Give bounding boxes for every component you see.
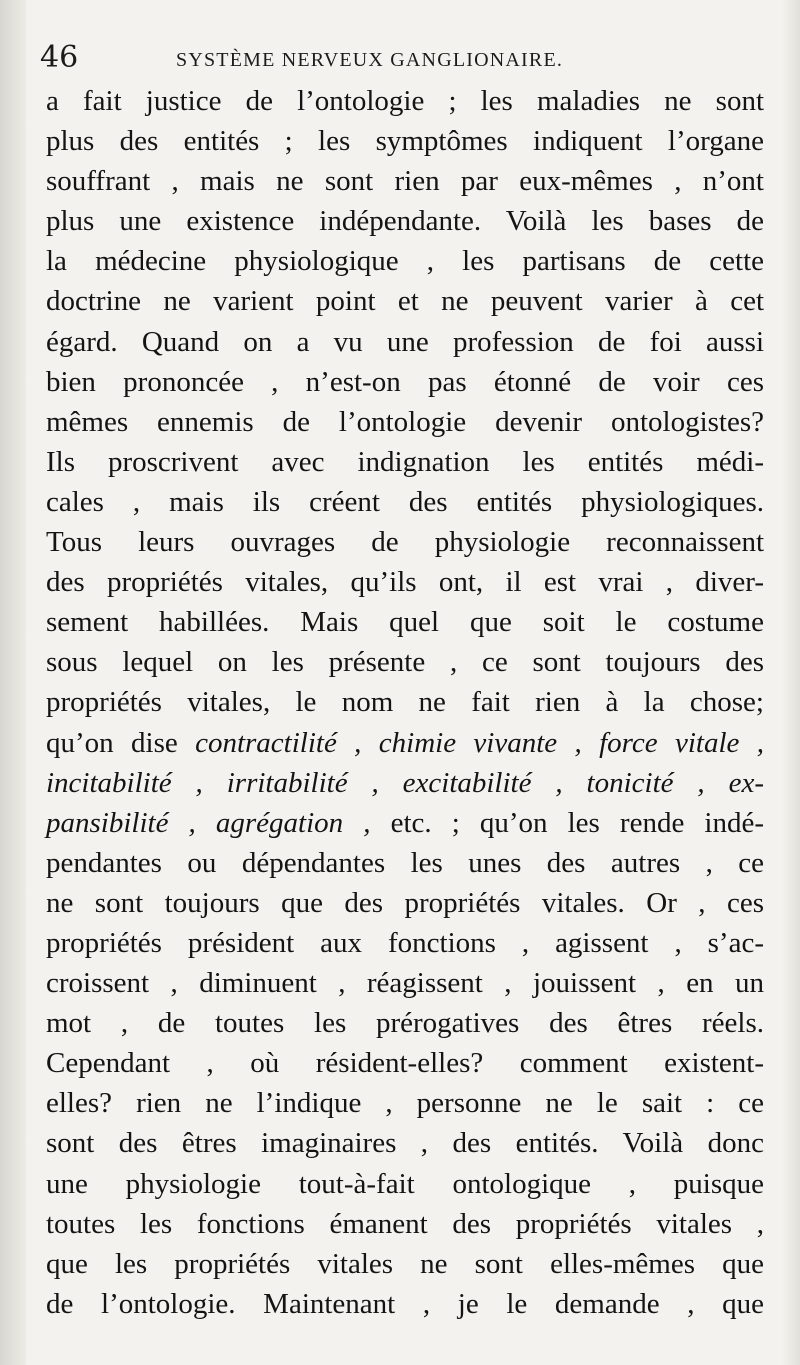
text-line: sous lequel on les présente , ce sont toujours des	[46, 646, 764, 679]
text-line: Cependant , où résident-elles? comment existent-	[46, 1047, 764, 1080]
text-line: pendantes ou dépendantes les unes des autres , ce	[46, 846, 764, 879]
text-line: propriétés vitales, le nom ne fait rien à la chose;	[46, 686, 764, 719]
text-line: doctrine ne varient point et ne peuvent varier à cet	[46, 285, 764, 318]
text-line: sement habillées. Mais quel que soit le costume	[46, 606, 764, 639]
text-line: la médecine physiologique , les partisans de cette	[46, 245, 764, 278]
text-line: sont des êtres imaginaires , des entités. Voilà donc	[46, 1127, 764, 1160]
page-number: 46	[40, 40, 79, 75]
text-line: de l’ontologie. Maintenant , je le demande , que	[46, 1287, 764, 1320]
text-line: propriétés président aux fonctions , agissent , s’ac-	[46, 926, 764, 959]
text-run: qu’on dise	[46, 726, 196, 759]
text-line-mixed	[46, 763, 764, 803]
text-line: croissent , diminuent , réagissent , jouissent , en un	[46, 967, 764, 1000]
text-line: mêmes ennemis de l’ontologie devenir ontologistes?	[46, 405, 764, 438]
text-line: elles? rien ne l’indique , personne ne le sait : ce	[46, 1087, 764, 1120]
italic-run: contractilité , chimie vivante , force vitale ,	[195, 726, 764, 759]
text-line: des propriétés vitales, qu’ils ont, il est vrai , diver-	[46, 566, 764, 599]
text-line: bien prononcée , n’est-on pas étonné de voir ces	[46, 365, 764, 398]
text-line: ne sont toujours que des propriétés vitales. Or , ces	[46, 886, 764, 919]
text-line: toutes les fonctions émanent des propriétés vitales ,	[46, 1207, 764, 1240]
text-line: mot , de toutes les prérogatives des êtres réels.	[46, 1007, 764, 1040]
text-line-mixed	[46, 803, 764, 843]
text-line: cales , mais ils créent des entités physiologiques.	[46, 485, 764, 518]
text-line: a fait justice de l’ontologie ; les maladies ne sont	[46, 85, 764, 117]
text-line: égard. Quand on a vu une profession de foi aussi	[46, 325, 764, 358]
text-line-mixed	[46, 723, 764, 763]
page-edge-shadow	[782, 0, 800, 1365]
text-line: Tous leurs ouvrages de physiologie reconnaissent	[46, 526, 764, 559]
text-line: que les propriétés vitales ne sont elles-mêmes que	[46, 1247, 764, 1280]
running-head: SYSTÈME NERVEUX GANGLIONAIRE.	[176, 49, 564, 71]
text-line: souffrant , mais ne sont rien par eux-mêmes , n’ont	[46, 165, 764, 198]
text-line: plus une existence indépendante. Voilà les bases de	[46, 205, 764, 238]
italic-run: pansibilité , agrégation ,	[46, 806, 371, 839]
page-gutter-shadow	[0, 0, 26, 1365]
text-line: plus des entités ; les symptômes indiquent l’organe	[46, 125, 764, 158]
body-text	[46, 81, 764, 1324]
text-line: une physiologie tout-à-fait ontologique , puisque	[46, 1167, 764, 1200]
italic-run: incitabilité , irritabilité , excitabilité , tonicité , ex-	[46, 766, 764, 799]
text-line: Ils proscrivent avec indignation les entités médi-	[46, 445, 764, 478]
text-run: etc. ; qu’on les rende indé-	[370, 806, 765, 839]
